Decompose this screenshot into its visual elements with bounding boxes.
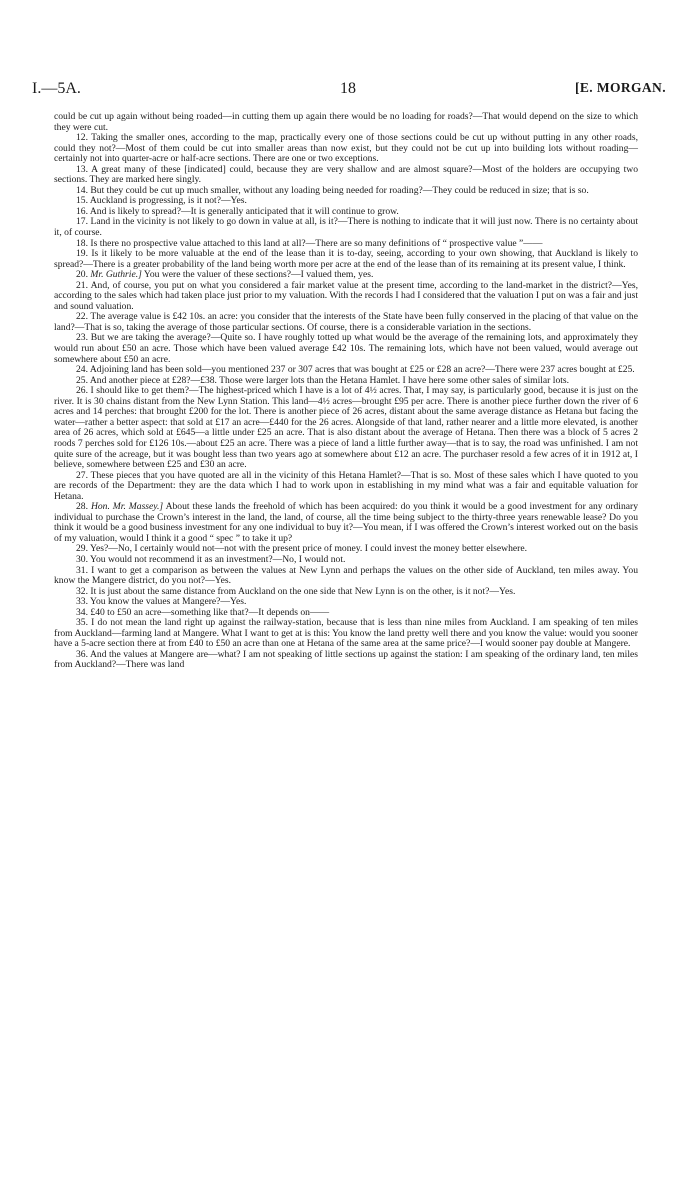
- paragraph: could be cut up again without being roaded—in cutting them up again there would be no loading for roads?—That would depend on the size to which they were cut.: [54, 111, 638, 133]
- paragraph: 15. Auckland is progressing, is it not?—Yes.: [76, 195, 247, 207]
- paragraph: 32. It is just about the same distance from Auckland on the one side that New Lynn is on the other, is it not?—Yes.: [76, 585, 516, 597]
- header-witness: [E. MORGAN.: [574, 80, 666, 95]
- paragraph: 30. You would not recommend it as an investment?—No, I would not.: [76, 553, 346, 565]
- paragraph: 34. £40 to £50 an acre—something like that?—It depends on——: [76, 606, 330, 618]
- paragraph: 31. I want to get a comparison as between the values at New Lynn and perhaps the values on the other side of Auckland, ten miles away. You know the Mangere district, do you not?—Yes.: [54, 564, 638, 587]
- paragraph: 21. And, of course, you put on what you considered a fair market value at the present time, according to the land-market in the district?—Yes, according to the sales which had taken place just prior to my valuation. With the records I had I considered that the valuation I put on was a fair and just and sound valuation.: [54, 279, 638, 312]
- page-number: 18: [340, 80, 356, 97]
- header-reference: I.—5A.: [32, 80, 81, 97]
- paragraph: 12. Taking the smaller ones, according to the map, practically every one of those sections could be cut up without putting in any other roads, could they not?—Most of them could be cut into smaller areas than now exist, but they could not be cut up into building lots without roading—certainly not into quarter-acre or half-acre sections. There are one or two exceptions.: [54, 132, 638, 165]
- paragraph: 36. And the values at Mangere are—what? I am not speaking of little sections up against the station: I am speaking of the ordinary land, ten miles from Auckland?—There was land: [54, 648, 638, 671]
- page-header: [30, 80, 666, 104]
- paragraph: 14. But they could be cut up much smaller, without any loading being needed for roading?—They could be reduced in size; that is so.: [76, 184, 589, 196]
- paragraph: 24. Adjoining land has been sold—you mentioned 237 or 307 acres that was bought at £25 or £28 an acre?—There were 237 acres bought at £25.: [76, 364, 635, 376]
- paragraph: 33. You know the values at Mangere?—Yes.: [76, 596, 247, 608]
- paragraph: 18. Is there no prospective value attached to this land at all?—There are so many definitions of “ prospective value ”——: [76, 237, 543, 249]
- paragraph: 20. Mr. Guthrie.] You were the valuer of these sections?—I valued them, yes.: [76, 269, 374, 281]
- paragraph: 13. A great many of these [indicated] could, because they are very shallow and are almost square?—Most of the holders are occupying two sections. They are marked here singly.: [54, 163, 638, 186]
- paragraph: 35. I do not mean the land right up against the railway-station, because that is less than nine miles from Auckland. I am speaking of ten miles from Auckland—farming land at Mangere. What I want to get at is this: You know the land pretty well there and you know the value: would you sooner have a 5-acre section there at from £40 to £50 an acre than one at Hetana of the same area at the same price?—I would sooner pay double at Mangere.: [54, 617, 638, 650]
- paragraph: 25. And another piece at £28?—£38. Those were larger lots than the Hetana Hamlet. I have here some other sales of similar lots.: [76, 374, 570, 386]
- speaker-label: Hon. Mr. Massey.]: [90, 501, 164, 513]
- paragraph: 23. But we are taking the average?—Quite so. I have roughly totted up what would be the average of the remaining lots, and approximately they would run about £50 an acre. Those which have been valued average £42 10s. The remaining lots, which have not been valued, would average out somewhere about £50 an acre.: [54, 332, 638, 365]
- paragraph: 19. Is it likely to be more valuable at the end of the lease than it is to-day, seeing, according to your own showing, that Auckland is likely to spread?—There is a greater probability of the land being worth more per acre at the end of the lease than of its remaining at its present value, I think.: [54, 248, 638, 270]
- paragraph: 26. I should like to get them?—The highest-priced which I have is a lot of 4½ acres. That, I may say, is particularly good, because it is just on the river. It is 30 chains distant from the New Lynn Station. This land—4½ acres—brought £95 per acre. There is another piece further down the river of 6 acres and 14 perches: that brought £200 for the lot. There is another piece of 26 acres, distant about the same average distance as Hetana but facing the water—rather a better aspect: that sold at £17 an acre—£440 for the 26 acres. Alongside of that land, rather nearer and a little more elevated, is another area of 26 acres, which sold at £645—a little under £25 an acre. That is also distant about the average of Hetana. Then there was a block of 5 acres 2 roods 7 perches sold for £126 10s.—about £25 an acre. There was a piece of land a little further away—that is to say, the road was unfinished. I am not quite sure of the acreage, but it was bought less than two years ago at somewhere about £12 an acre. The purchaser resold a few acres of it in 1912 at, I believe, somewhere between £25 and £30 an acre.: [54, 385, 638, 471]
- paragraph: 22. The average value is £42 10s. an acre: you consider that the interests of the State have been fully conserved in the placing of that value on the land?—That is so, taking the average of those particular sections. Of course, there is a considerable variation in the sections.: [54, 311, 638, 333]
- paragraph: 27. These pieces that you have quoted are all in the vicinity of this Hetana Hamlet?—That is so. Most of these sales which I have quoted to you are records of the Department: they are the data which I had to work upon in establishing in my mind what was a fair and equitable valuation for Hetana.: [54, 469, 638, 502]
- document-body: [54, 112, 638, 671]
- paragraph: 29. Yes?—No, I certainly would not—not with the present price of money. I could invest the money better elsewhere.: [76, 543, 527, 555]
- paragraph: 28. Hon. Mr. Massey.] About these lands the freehold of which has been acquired: do you think it would be a good investment for any ordinary individual to purchase the Crown’s interest in the land, the land, of course, all the time being subject to the thirty-three years renewable lease? Do you think it would be a good business investment for any one individual to buy it?—You mean, if I was offered the Crown’s interest worked out on the basis of my valuation, would I think it a good “ spec ” to take it up?: [54, 501, 638, 544]
- paragraph: 16. And is likely to spread?—It is generally anticipated that it will continue to grow.: [76, 205, 399, 217]
- speaker-label: Mr. Guthrie.]: [90, 269, 142, 281]
- paragraph: 17. Land in the vicinity is not likely to go down in value at all, is it?—There is nothing to indicate that it will just now. There is no certainty about it, of course.: [54, 216, 638, 239]
